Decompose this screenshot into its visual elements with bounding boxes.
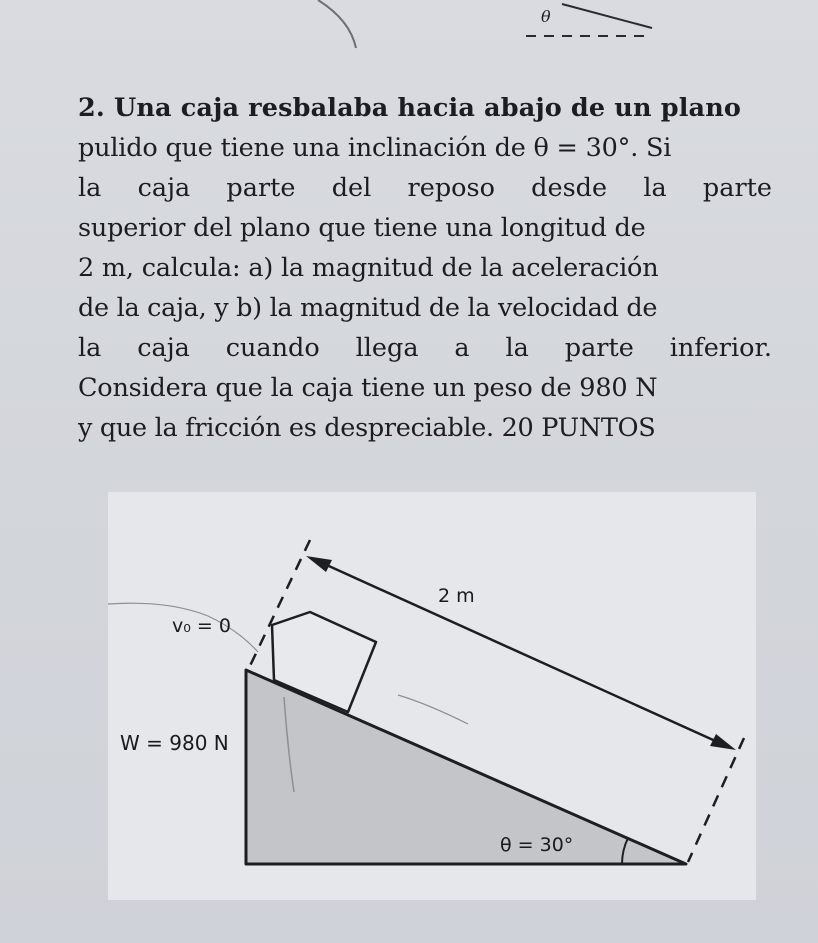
length-arrow-line: [320, 562, 722, 744]
problem-statement: [78, 88, 772, 448]
problem-line-9: y que la fricción es despreciable. 20 PUNTOS: [78, 413, 656, 443]
problem-line-2: pulido que tiene una inclinación de θ = 30°. Si: [78, 133, 672, 163]
surface-mark: [398, 695, 468, 724]
problem-line-1: 2. Una caja resbalaba hacia abajo de un plano: [78, 93, 742, 123]
problem-line-5: 2 m, calcula: a) la magnitud de la aceleración: [78, 253, 659, 283]
length-arrowhead-top: [306, 556, 332, 572]
angle-label: θ = 30°: [500, 834, 574, 856]
problem-line-4: superior del plano que tiene una longitud de: [78, 213, 646, 243]
inclined-plane-diagram: [108, 492, 756, 900]
fragment-curve: [318, 0, 356, 48]
weight-label: W = 980 N: [120, 731, 229, 755]
problem-line-6: de la caja, y b) la magnitud de la velocidad de: [78, 293, 658, 323]
previous-figure-fragment: [0, 0, 818, 60]
problem-line-7: la caja cuando llega a la parte inferior.: [78, 333, 772, 363]
problem-line-8: Considera que la caja tiene un peso de 980 N: [78, 373, 658, 403]
initial-velocity-label: v₀ = 0: [172, 615, 231, 637]
fragment-theta: θ: [541, 7, 551, 26]
diagram-figure: [108, 492, 756, 900]
bottom-dashed-line: [688, 738, 744, 862]
problem-line-3: la caja parte del reposo desde la parte: [78, 173, 772, 203]
length-label: 2 m: [438, 585, 475, 607]
fragment-slope-line: [562, 4, 652, 28]
length-arrowhead-bottom: [710, 734, 736, 750]
